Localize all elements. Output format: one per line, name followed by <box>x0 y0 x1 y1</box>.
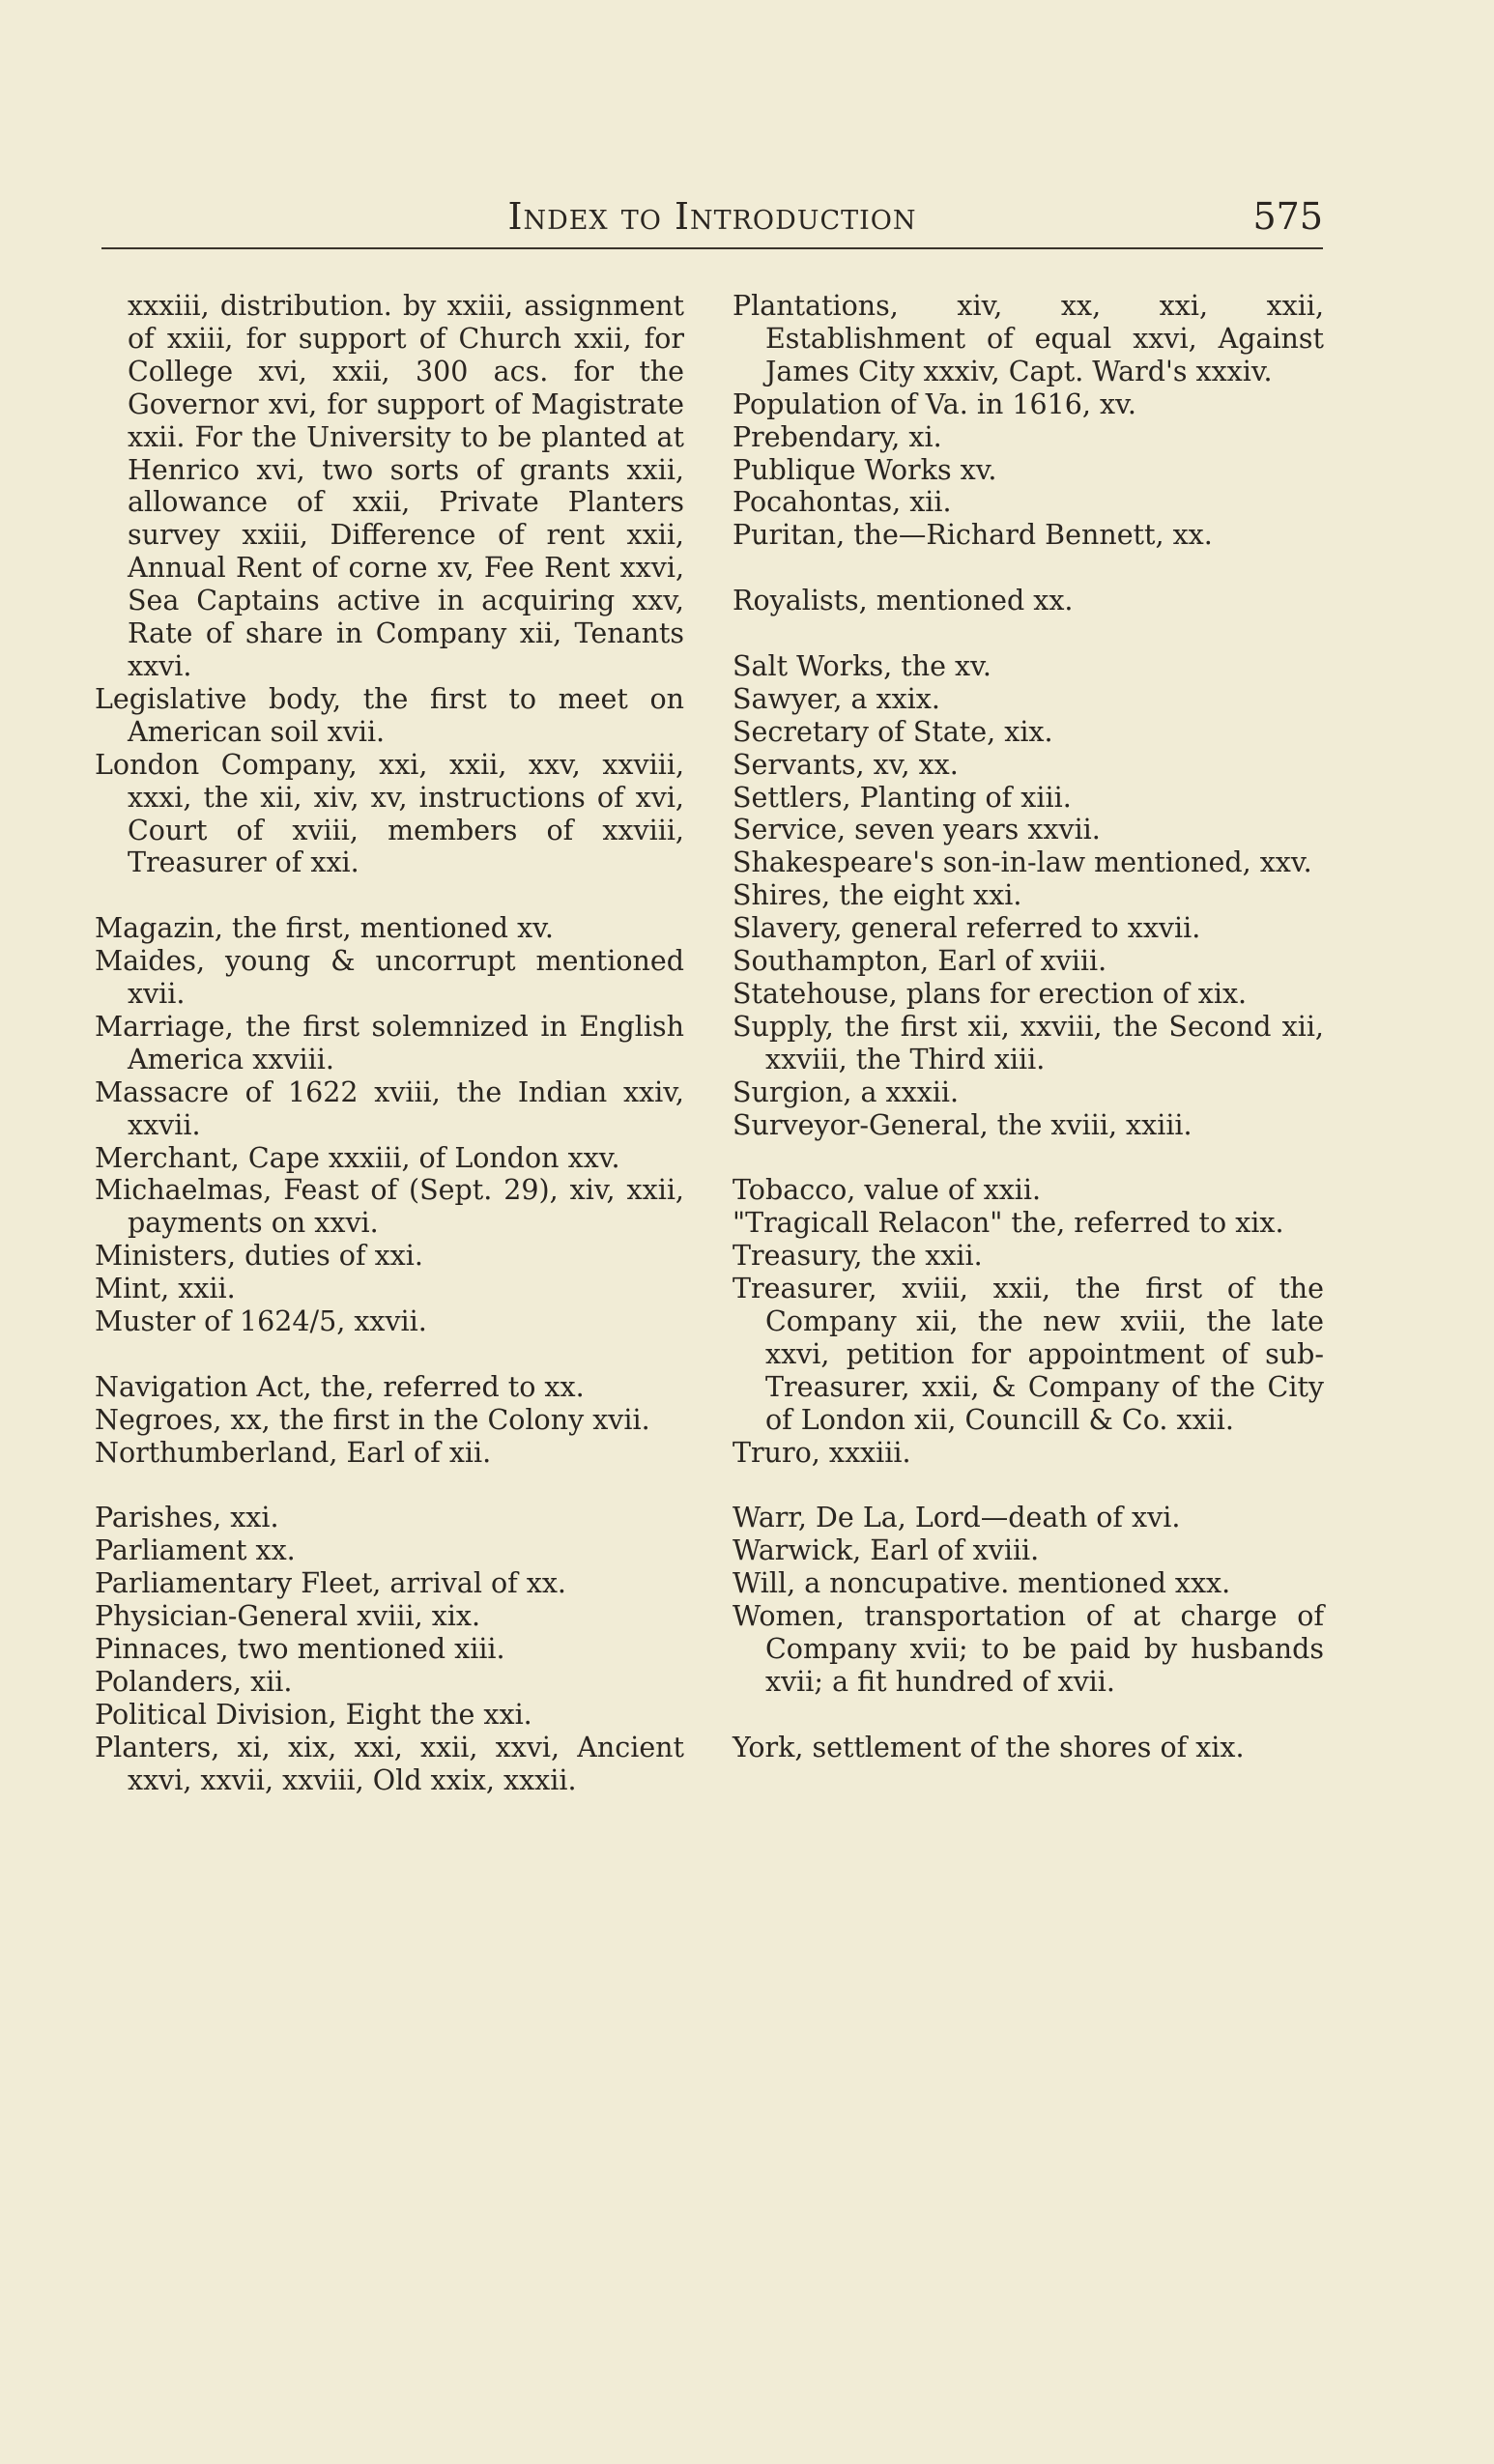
section-gap <box>733 1142 1324 1175</box>
index-entry: Parliament xx. <box>95 1534 296 1567</box>
index-entry: Shakespeare's son-in-law mentioned, xxv. <box>733 846 1312 879</box>
index-entry: Political Division, Eight the xxi. <box>95 1698 532 1731</box>
index-entry: Magazin, the first, mentioned xv. <box>95 912 554 945</box>
index-entry: Marriage, the first solemnized in English America xxviii. <box>95 1010 684 1075</box>
index-entry: Salt Works, the xv. <box>733 649 991 682</box>
index-entry: Ministers, duties of xxi. <box>95 1240 423 1273</box>
index-entry: Sawyer, a xxix. <box>733 682 940 715</box>
index-entry: Population of Va. in 1616, xv. <box>733 387 1136 420</box>
index-entry: Treasurer, xviii, xxii, the first of the Company xii, the new xviii, the late xxvi, petition for appointment of sub-Treasurer, xxii, & Company of the City of London xii, Councill & Co. xxii. <box>733 1273 1324 1436</box>
page-number: 575 <box>1252 195 1323 238</box>
index-entry: Plantations, xiv, xx, xxi, xxii, Establishment of equal xxvi, Against James City xxxiv, Capt. Ward's xxxiv. <box>733 290 1324 387</box>
index-entry: Slavery, general referred to xxvii. <box>733 912 1201 945</box>
section-gap <box>733 1470 1324 1503</box>
index-column-left <box>95 290 684 1797</box>
index-entry: Planters, xi, xix, xxi, xxii, xxvi, Ancient xxvi, xxvii, xxviii, Old xxix, xxxii. <box>95 1731 684 1796</box>
index-entry: Mint, xxii. <box>95 1273 236 1305</box>
index-entry: Puritan, the—Richard Bennett, xx. <box>733 519 1213 552</box>
section-gap <box>95 879 684 912</box>
index-entry: Pinnaces, two mentioned xiii. <box>95 1633 505 1666</box>
index-entry: York, settlement of the shores of xix. <box>733 1731 1245 1763</box>
index-entry: xxxiii, distribution. by xxiii, assignment of xxiii, for support of Church xxii, for College xvi, xxii, 300 acs. for the Governor xvi, for support of Magistrate xxii. For the University to be planted at Henrico xvi, two sorts of grants xxii, allowance of xxii, Private Planters survey xxiii, Difference of rent xxii, Annual Rent of corne xv, Fee Rent xxvi, Sea Captains active in acquiring xxv, Rate of share in Company xii, Tenants xxvi. <box>128 290 684 682</box>
index-entry: Massacre of 1622 xviii, the Indian xxiv, xxvii. <box>95 1075 684 1141</box>
index-entry: "Tragicall Relacon" the, referred to xix. <box>733 1207 1284 1240</box>
index-column-right <box>733 290 1324 1764</box>
index-entry: Royalists, mentioned xx. <box>733 585 1074 617</box>
index-entry: Tobacco, value of xxii. <box>733 1174 1042 1207</box>
index-entry: Publique Works xv. <box>733 453 997 486</box>
index-entry: Southampton, Earl of xviii. <box>733 945 1107 978</box>
section-gap <box>95 1470 684 1503</box>
index-entry: Muster of 1624/5, xxvii. <box>95 1305 427 1338</box>
index-entry: Will, a noncupative. mentioned xxx. <box>733 1567 1231 1600</box>
index-entry: Northumberland, Earl of xii. <box>95 1436 492 1469</box>
index-entry: Statehouse, plans for erection of xix. <box>733 978 1248 1010</box>
index-entry: Navigation Act, the, referred to xx. <box>95 1370 585 1403</box>
index-entry: Parishes, xxi. <box>95 1502 279 1534</box>
index-entry: Women, transportation of at charge of Company xvii; to be paid by husbands xvii; a fit hundred of xvii. <box>733 1600 1324 1698</box>
index-entry: Settlers, Planting of xiii. <box>733 781 1072 814</box>
index-entry: Secretary of State, xix. <box>733 715 1053 748</box>
index-entry: Merchant, Cape xxxiii, of London xxv. <box>95 1141 620 1174</box>
index-entry: Truro, xxxiii. <box>733 1436 911 1469</box>
index-entry: Surveyor-General, the xviii, xxiii. <box>733 1108 1192 1141</box>
index-entry: Treasury, the xxii. <box>733 1240 983 1273</box>
index-entry: Parliamentary Fleet, arrival of xx. <box>95 1567 566 1600</box>
index-entry: Negroes, xx, the first in the Colony xvii. <box>95 1403 650 1436</box>
page-header <box>101 189 1323 249</box>
index-entry: Warr, De La, Lord—death of xvi. <box>733 1502 1181 1534</box>
index-entry: Pocahontas, xii. <box>733 486 952 519</box>
index-entry: Michaelmas, Feast of (Sept. 29), xiv, xxii, payments on xxvi. <box>95 1174 684 1240</box>
index-entry: Prebendary, xi. <box>733 420 942 453</box>
index-entry: Polanders, xii. <box>95 1666 293 1699</box>
index-entry: Shires, the eight xxi. <box>733 879 1022 912</box>
running-title: Index to Introduction <box>507 195 917 238</box>
section-gap <box>733 617 1324 650</box>
index-entry: Maides, young & uncorrupt mentioned xvii. <box>95 945 684 1011</box>
index-entry: Supply, the first xii, xxviii, the Second xii, xxviii, the Third xiii. <box>733 1010 1324 1075</box>
section-gap <box>733 1699 1324 1732</box>
index-entry: Servants, xv, xx. <box>733 748 959 781</box>
index-entry: Service, seven years xxvii. <box>733 814 1101 846</box>
index-entry: Legislative body, the first to meet on American soil xvii. <box>95 682 684 748</box>
index-entry: London Company, xxi, xxii, xxv, xxviii, xxxi, the xii, xiv, xv, instructions of xvi, Court of xviii, members of xxviii, Treasurer of xxi. <box>95 748 684 879</box>
section-gap <box>733 552 1324 585</box>
index-entry: Physician-General xviii, xix. <box>95 1600 481 1633</box>
index-entry: Surgion, a xxxii. <box>733 1075 960 1108</box>
index-entry: Warwick, Earl of xviii. <box>733 1534 1040 1567</box>
section-gap <box>95 1338 684 1371</box>
